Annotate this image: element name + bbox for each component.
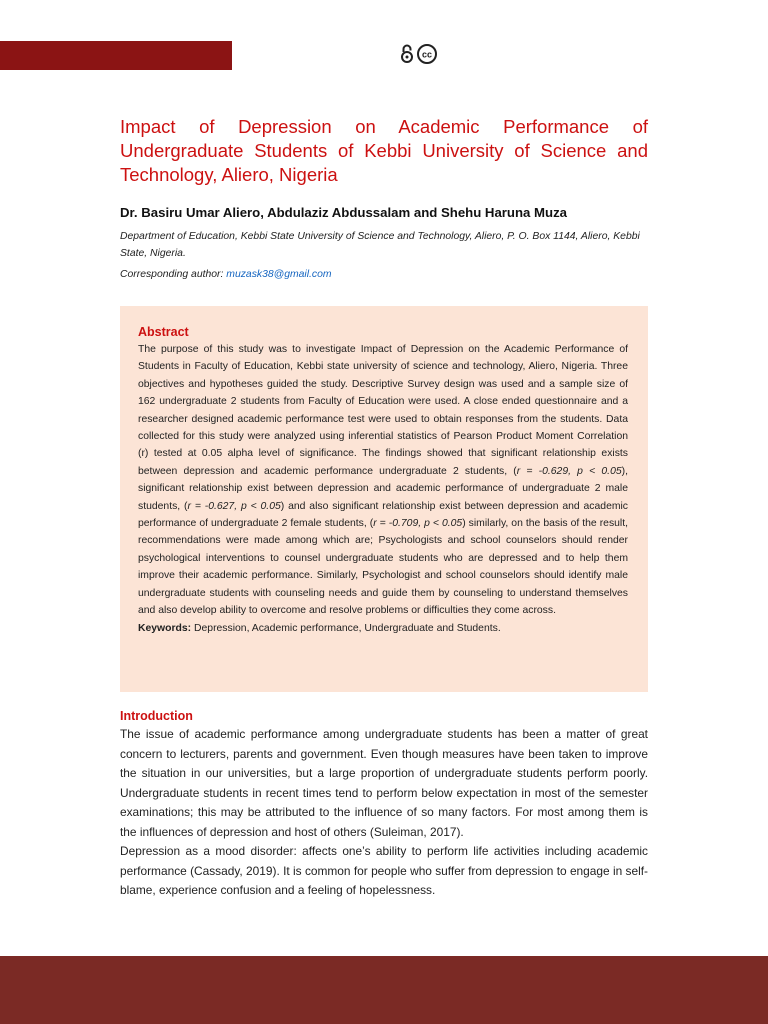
header-accent-bar xyxy=(0,41,232,70)
author-list: Dr. Basiru Umar Aliero, Abdulaziz Abdussalam and Shehu Haruna Muza xyxy=(120,205,567,220)
corresponding-label: Corresponding author: xyxy=(120,269,224,280)
article-title: Impact of Depression on Academic Performance of Undergraduate Students of Kebbi University of Science and Technology, Aliero, Nigeria xyxy=(120,116,648,185)
corresponding-email-link[interactable]: muzask38@gmail.com xyxy=(226,269,332,280)
creative-commons-icon xyxy=(416,43,438,65)
abstract-text-part: ), significant relationship exist between depression and academic performance of undergraduate 2 male students, ( xyxy=(138,465,628,512)
corresponding-author xyxy=(120,269,648,280)
keywords xyxy=(138,620,628,637)
abstract-text-part: ) and also significant relationship exist between depression and academic performance of undergraduate 2 female students, ( xyxy=(138,500,629,530)
abstract-stat: r = -0.627, p < 0.05 xyxy=(187,500,281,512)
introduction-paragraph: Depression as a mood disorder: affects one’s ability to perform life activities including academic performance (Cassady, 2019). It is common for people who suffer from depression to engage in self-blame, experience confusion and a feeling of hopelessness. xyxy=(120,844,648,897)
introduction-paragraph: The issue of academic performance among undergraduate students has been a matter of great concern to lecturers, parents and government. Even though measures have been taken to improve the situation in our universities, but a large proportion of undergraduate students perform poorly. Undergraduate students in recent times tend to perform below expectation in most of the semester examinations; this may be attributed to the influence of so many factors. For most among them is the influences of depression and host of others (Suleiman, 2017). xyxy=(120,727,648,839)
abstract-text-part: ) similarly, on the basis of the result, recommendations were made among which are; Psychologists and school counselors should render psychological interventions to counsel undergraduate students who are depressed and to help them improve their academic performance. Similarly, Psychologist and school counselors should identify male undergraduate students with counseling needs and guide them by counseling to understand themselves and also develop ability to overcome and resolve problems or difficulties they come across. xyxy=(138,518,628,617)
abstract-box xyxy=(120,306,648,692)
introduction-body xyxy=(120,725,648,901)
footer-band xyxy=(0,956,768,1024)
abstract-text-part: The purpose of this study was to investigate Impact of Depression on the Academic Performance of Students in Faculty of Education, Kebbi state university of science and technology, Aliero, Nigeria. Three objectives and hypotheses guided the study. Descriptive Survey design was used and a sample size of 162 undergraduate 2 students from Faculty of Education were used. A close ended questionnaire and a researcher designed academic performance test were used to obtain responses from the students. Data collected for this study were analyzed using inferential statistics of Pearson Product Moment Correlation (r) tested at 0.05 alpha level of significance. The findings showed that significant relationship exists between depression and academic performance undergraduate 2 students, ( xyxy=(138,344,628,477)
abstract-stat: r = -0.629, p < 0.05 xyxy=(516,465,622,477)
affiliation: Department of Education, Kebbi State University of Science and Technology, Aliero, P. O. Box 1144, Aliero, Kebbi State, Nigeria. xyxy=(120,231,640,259)
abstract-heading: Abstract xyxy=(138,325,189,339)
introduction-heading: Introduction xyxy=(120,709,193,723)
abstract-stat: r = -0.709, p < 0.05 xyxy=(373,518,463,530)
svg-text:cc: cc xyxy=(421,49,433,60)
open-access-icon xyxy=(400,43,414,65)
license-badges xyxy=(400,43,438,65)
abstract-text xyxy=(138,341,628,620)
keywords-list: Depression, Academic performance, Undergraduate and Students. xyxy=(191,622,501,634)
keywords-label: Keywords: xyxy=(138,622,192,634)
